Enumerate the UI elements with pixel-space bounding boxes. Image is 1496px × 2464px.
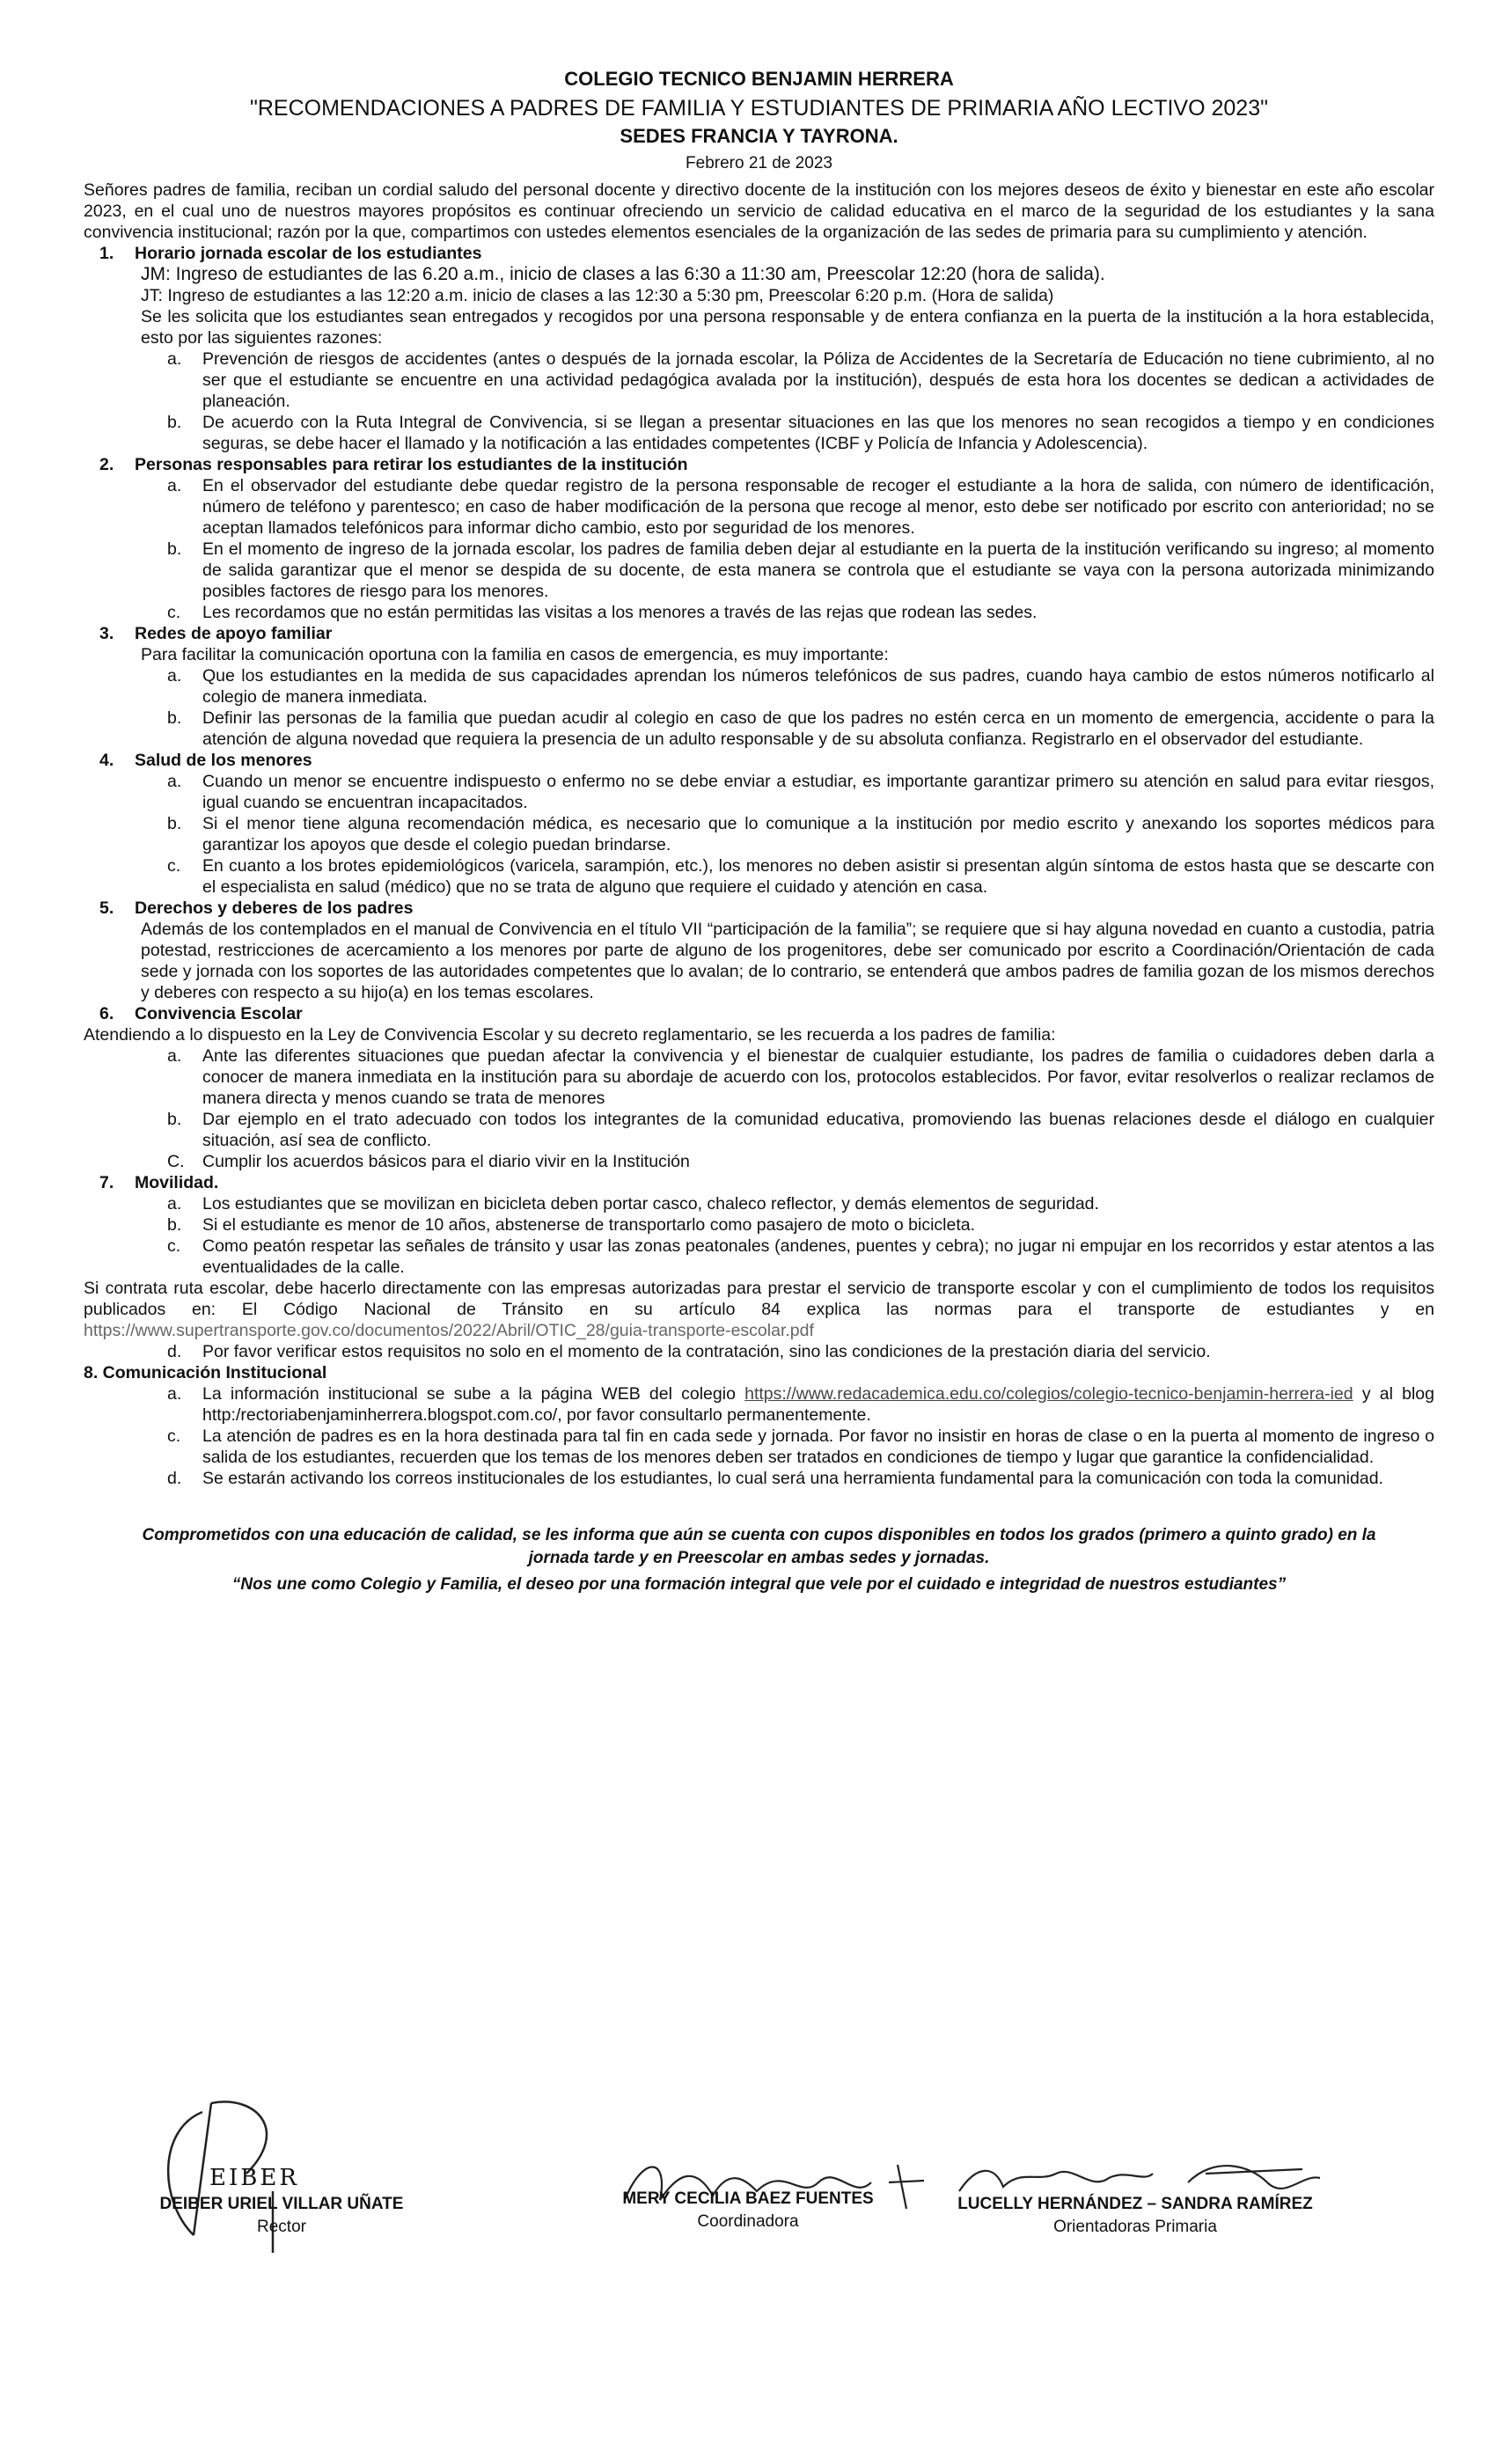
list-item: d. Por favor verificar estos requisitos no solo en el momento de la contratación, sino las condiciones de la prestación diaria del servicio.: [167, 1342, 1211, 1361]
ruta-escolar-paragraph: Si contrata ruta escolar, debe hacerlo directamente con las empresas autorizadas para prestar el servicio de transporte escolar y con el cumplimiento de todos los requisitos publicados en: El Código Nacional de Tránsito en su artículo 84 explica las normas para el transporte de estudiantes y en https://www.supertransporte.gov.co/documentos/2022/Abril/OTIC_28/guia-transporte-escolar.pdf: [84, 1279, 1434, 1340]
school-name: COLEGIO TECNICO BENJAMIN HERRERA: [564, 68, 954, 90]
section-lead: Se les solicita que los estudiantes sean entregados y recogidos por una persona responsable y de entera confianza en la puerta de la institución a la hora establecida, esto por las siguientes razones:: [141, 307, 1434, 348]
section-title: 6. Convivencia Escolar: [99, 1004, 303, 1023]
list-item: d. Se estarán activando los correos institucionales de los estudiantes, lo cual será una herramienta fundamental para la comunicación con toda la comunidad.: [167, 1469, 1383, 1488]
sedes-line: SEDES FRANCIA Y TAYRONA.: [620, 125, 898, 147]
section-1: [84, 243, 1434, 454]
list-item: c. La atención de padres es en la hora destinada para tal fin en cada sede y jornada. Por favor no insistir en horas de clase o en la puerta al momento de ingreso o salida de los estudiantes, recuerden que los temas de los menores deben ser tratados en condiciones de tiempo y lugar que garantice la confidencialidad.: [167, 1426, 1434, 1467]
school-website-link[interactable]: https://www.redacademica.edu.co/colegios/colegio-tecnico-benjamin-herrera-ied: [744, 1384, 1353, 1404]
section-6: [84, 1003, 1434, 1172]
section-lead: Atendiendo a lo dispuesto en la Ley de Convivencia Escolar y su decreto reglamentario, se les recuerda a los padres de familia:: [84, 1025, 1056, 1045]
list-item: a. Los estudiantes que se movilizan en bicicleta deben portar casco, chaleco reflector, y demás elementos de seguridad.: [167, 1194, 1099, 1214]
rector-signature-block: DEIBER URIEL VILLAR UÑATE Rector: [159, 2195, 404, 2236]
list-item: a. En el observador del estudiante debe quedar registro de la persona responsable de recoger el estudiante a la hora de salida, con número de identificación, número de teléfono y parentesco; en caso de haber modificación de la persona que recoge al menor, esto debe ser notificado por escrito con anterioridad; no se aceptan llamados telefónicos para informar dicho cambio, esto por seguridad de los menores.: [167, 476, 1434, 538]
list-item: a. Cuando un menor se encuentre indispuesto o enfermo no se debe enviar a estudiar, es importante garantizar primero su atención en salud para evitar riesgos, igual cuando se encuentran incapacitados.: [167, 772, 1434, 812]
schedule-jm: JM: Ingreso de estudiantes de las 6.20 a.m., inicio de clases a las 6:30 a 11:30 am, Preescolar 12:20 (hora de salida).: [141, 264, 1105, 284]
section-lead: Para facilitar la comunicación oportuna con la familia en casos de emergencia, es muy importante:: [141, 645, 889, 664]
section-title: 5. Derechos y deberes de los padres: [99, 898, 414, 918]
rector-handwriting: EIBER: [209, 2165, 299, 2191]
section-7: [84, 1172, 1434, 1362]
list-item: C. Cumplir los acuerdos básicos para el diario vivir en la Institución: [167, 1152, 690, 1171]
closing-statement: Comprometidos con una educación de calidad, se les informa que aún se cuenta con cupos disponibles en todos los grados (primero a quinto grado) en la jornada tarde y en Preescolar en ambas sedes y jornadas. “Nos une como Colegio y Familia, el deseo por una formación integral que vele por el cuidado e integridad de nuestros estudiantes”: [142, 1526, 1376, 1594]
list-item: b. Definir las personas de la familia que puedan acudir al colegio en caso de que los padres no estén cerca en un momento de emergencia, accidente o para la atención de alguna novedad que requiera la presencia de un adulto responsable y de su absoluta confianza. Registrarlo en el observador del estudiante.: [167, 708, 1434, 749]
document-header: [84, 65, 1434, 150]
orientadoras-signature-block: LUCELLY HERNÁNDEZ – SANDRA RAMÍREZ Orientadoras Primaria: [957, 2195, 1313, 2236]
intro-paragraph: Señores padres de familia, reciban un cordial saludo del personal docente y directivo docente de la institución con los mejores deseos de éxito y bienestar en este año escolar 2023, en el cual uno de nuestros mayores propósitos es continuar ofreciendo un servicio de calidad educativa en el marco de la seguridad de los estudiantes y la sana convivencia institucional; razón por la que, compartimos con ustedes elementos esenciales de la organización de las sedes de primaria para su cumplimiento y atención.: [84, 180, 1434, 242]
list-item: b. Si el estudiante es menor de 10 años, abstenerse de transportarlo como pasajero de moto o bicicleta.: [167, 1215, 976, 1235]
list-item: a. Prevención de riesgos de accidentes (antes o después de la jornada escolar, la Póliza de Accidentes de la Secretaría de Educación no tiene cubrimiento, al no ser que el estudiante se encuentre en una actividad pedagógica avalada por la institución), después de esta hora los docentes se dedican a actividades de planeación.: [167, 349, 1434, 411]
list-item: b. Dar ejemplo en el trato adecuado con todos los integrantes de la comunidad educativa, promoviendo las buenas relaciones desde el diálogo en cualquier situación, así sea de conflicto.: [167, 1110, 1434, 1150]
section-2: [84, 454, 1434, 623]
list-item: b. De acuerdo con la Ruta Integral de Convivencia, si se llegan a presentar situaciones en las que los menores no sean recogidos a tiempo y en condiciones seguras, se debe hacer el llamado y la notificación a las entidades competentes (ICBF y Policía de Infancia y Adolescencia).: [167, 413, 1434, 453]
section-title: 4. Salud de los menores: [99, 751, 312, 770]
document-date: Febrero 21 de 2023: [686, 154, 832, 172]
section-title: 2. Personas responsables para retirar los estudiantes de la institución: [99, 455, 688, 474]
list-item: c. Les recordamos que no están permitidas las visitas a los menores a través de las rejas que rodean las sedes.: [167, 603, 1038, 622]
coordinator-signature-block: MERY CECILIA BAEZ FUENTES Coordinadora: [622, 2189, 874, 2231]
list-item: a. Que los estudiantes en la medida de sus capacidades aprendan los números telefónicos de sus padres, cuando haya cambio de estos números notificarlo al colegio de manera inmediata.: [167, 666, 1434, 707]
section-5: [84, 898, 1434, 1003]
list-item: c. En cuanto a los brotes epidemiológicos (varicela, sarampión, etc.), los menores no deben asistir si presentan algún síntoma de estos hasta que se descarte con el especialista en salud (médico) que no se trata de alguno que requiere el cuidado y atención en casa.: [167, 856, 1434, 897]
list-item: a. La información institucional se sube a la página WEB del colegio https://www.redacademica.edu.co/colegios/colegio-tecnico-benjamin-herrera-ied y al blog http:/rectoriabenjaminherrera.blogspot.com.co/, por favor consultarlo permanentemente.: [167, 1384, 1434, 1425]
section-title: 3. Redes de apoyo familiar: [99, 624, 333, 643]
section-8: [84, 1362, 1434, 1489]
list-item: b. En el momento de ingreso de la jornada escolar, los padres de familia deben dejar al estudiante en la puerta de la institución verificando su ingreso; al momento de salida garantizar que el menor se despida de su docente, de esta manera se controla que el estudiante se vaya con la persona autorizada minimizando posibles factores de riesgo para los menores.: [167, 539, 1434, 601]
list-item: b. Si el menor tiene alguna recomendación médica, es necesario que lo comunique a la institución por medio escrito y anexando los soportes médicos para garantizar los apoyos que desde el colegio puedan brindarse.: [167, 814, 1434, 854]
signatures-block: [0, 2130, 1496, 2306]
document-title: "RECOMENDACIONES A PADRES DE FAMILIA Y ESTUDIANTES DE PRIMARIA AÑO LECTIVO 2023": [250, 96, 1268, 121]
section-title: 8. Comunicación Institucional: [84, 1363, 327, 1382]
section-title: 1. Horario jornada escolar de los estudiantes: [99, 244, 482, 263]
section-4: [84, 750, 1434, 898]
document-body: [84, 180, 1434, 1596]
section-text: Además de los contemplados en el manual de Convivencia en el título VII “participación de la familia”; se requiere que si hay alguna novedad en cuanto a custodia, patria potestad, restricciones de acercamiento a los menores por parte de alguno de los progenitores, debe ser comunicado por escrito a Coordinación/Orientación de cada sede y jornada con los soportes de las autoridades competentes que lo avalan; de lo contrario, se entenderá que ambos padres de familia gozan de los mismos derechos y deberes con respecto a su hijo(a) en los temas escolares.: [141, 920, 1434, 1002]
section-3: [84, 623, 1434, 750]
supertransporte-link[interactable]: https://www.supertransporte.gov.co/documentos/2022/Abril/OTIC_28/guia-transporte-escolar.pdf: [84, 1321, 814, 1340]
list-item: a. Ante las diferentes situaciones que puedan afectar la convivencia y el bienestar de cualquier estudiante, los padres de familia o cuidadores deben darla a conocer de manera inmediata en la institución para su abordaje de acuerdo con los, protocolos establecidos. Por favor, evitar resolverlos o realizar reclamos de manera directa y menos cuando se trata de menores: [167, 1046, 1434, 1108]
section-title: 7. Movilidad.: [99, 1173, 219, 1192]
schedule-jt: JT: Ingreso de estudiantes a las 12:20 a.m. inicio de clases a las 12:30 a 5:30 pm, Preescolar 6:20 p.m. (Hora de salida): [141, 286, 1054, 305]
list-item: c. Como peatón respetar las señales de tránsito y usar las zonas peatonales (andenes, puentes y cebra); no jugar ni empujar en los recorridos y estar atentos a las eventualidades de la calle.: [167, 1236, 1434, 1277]
